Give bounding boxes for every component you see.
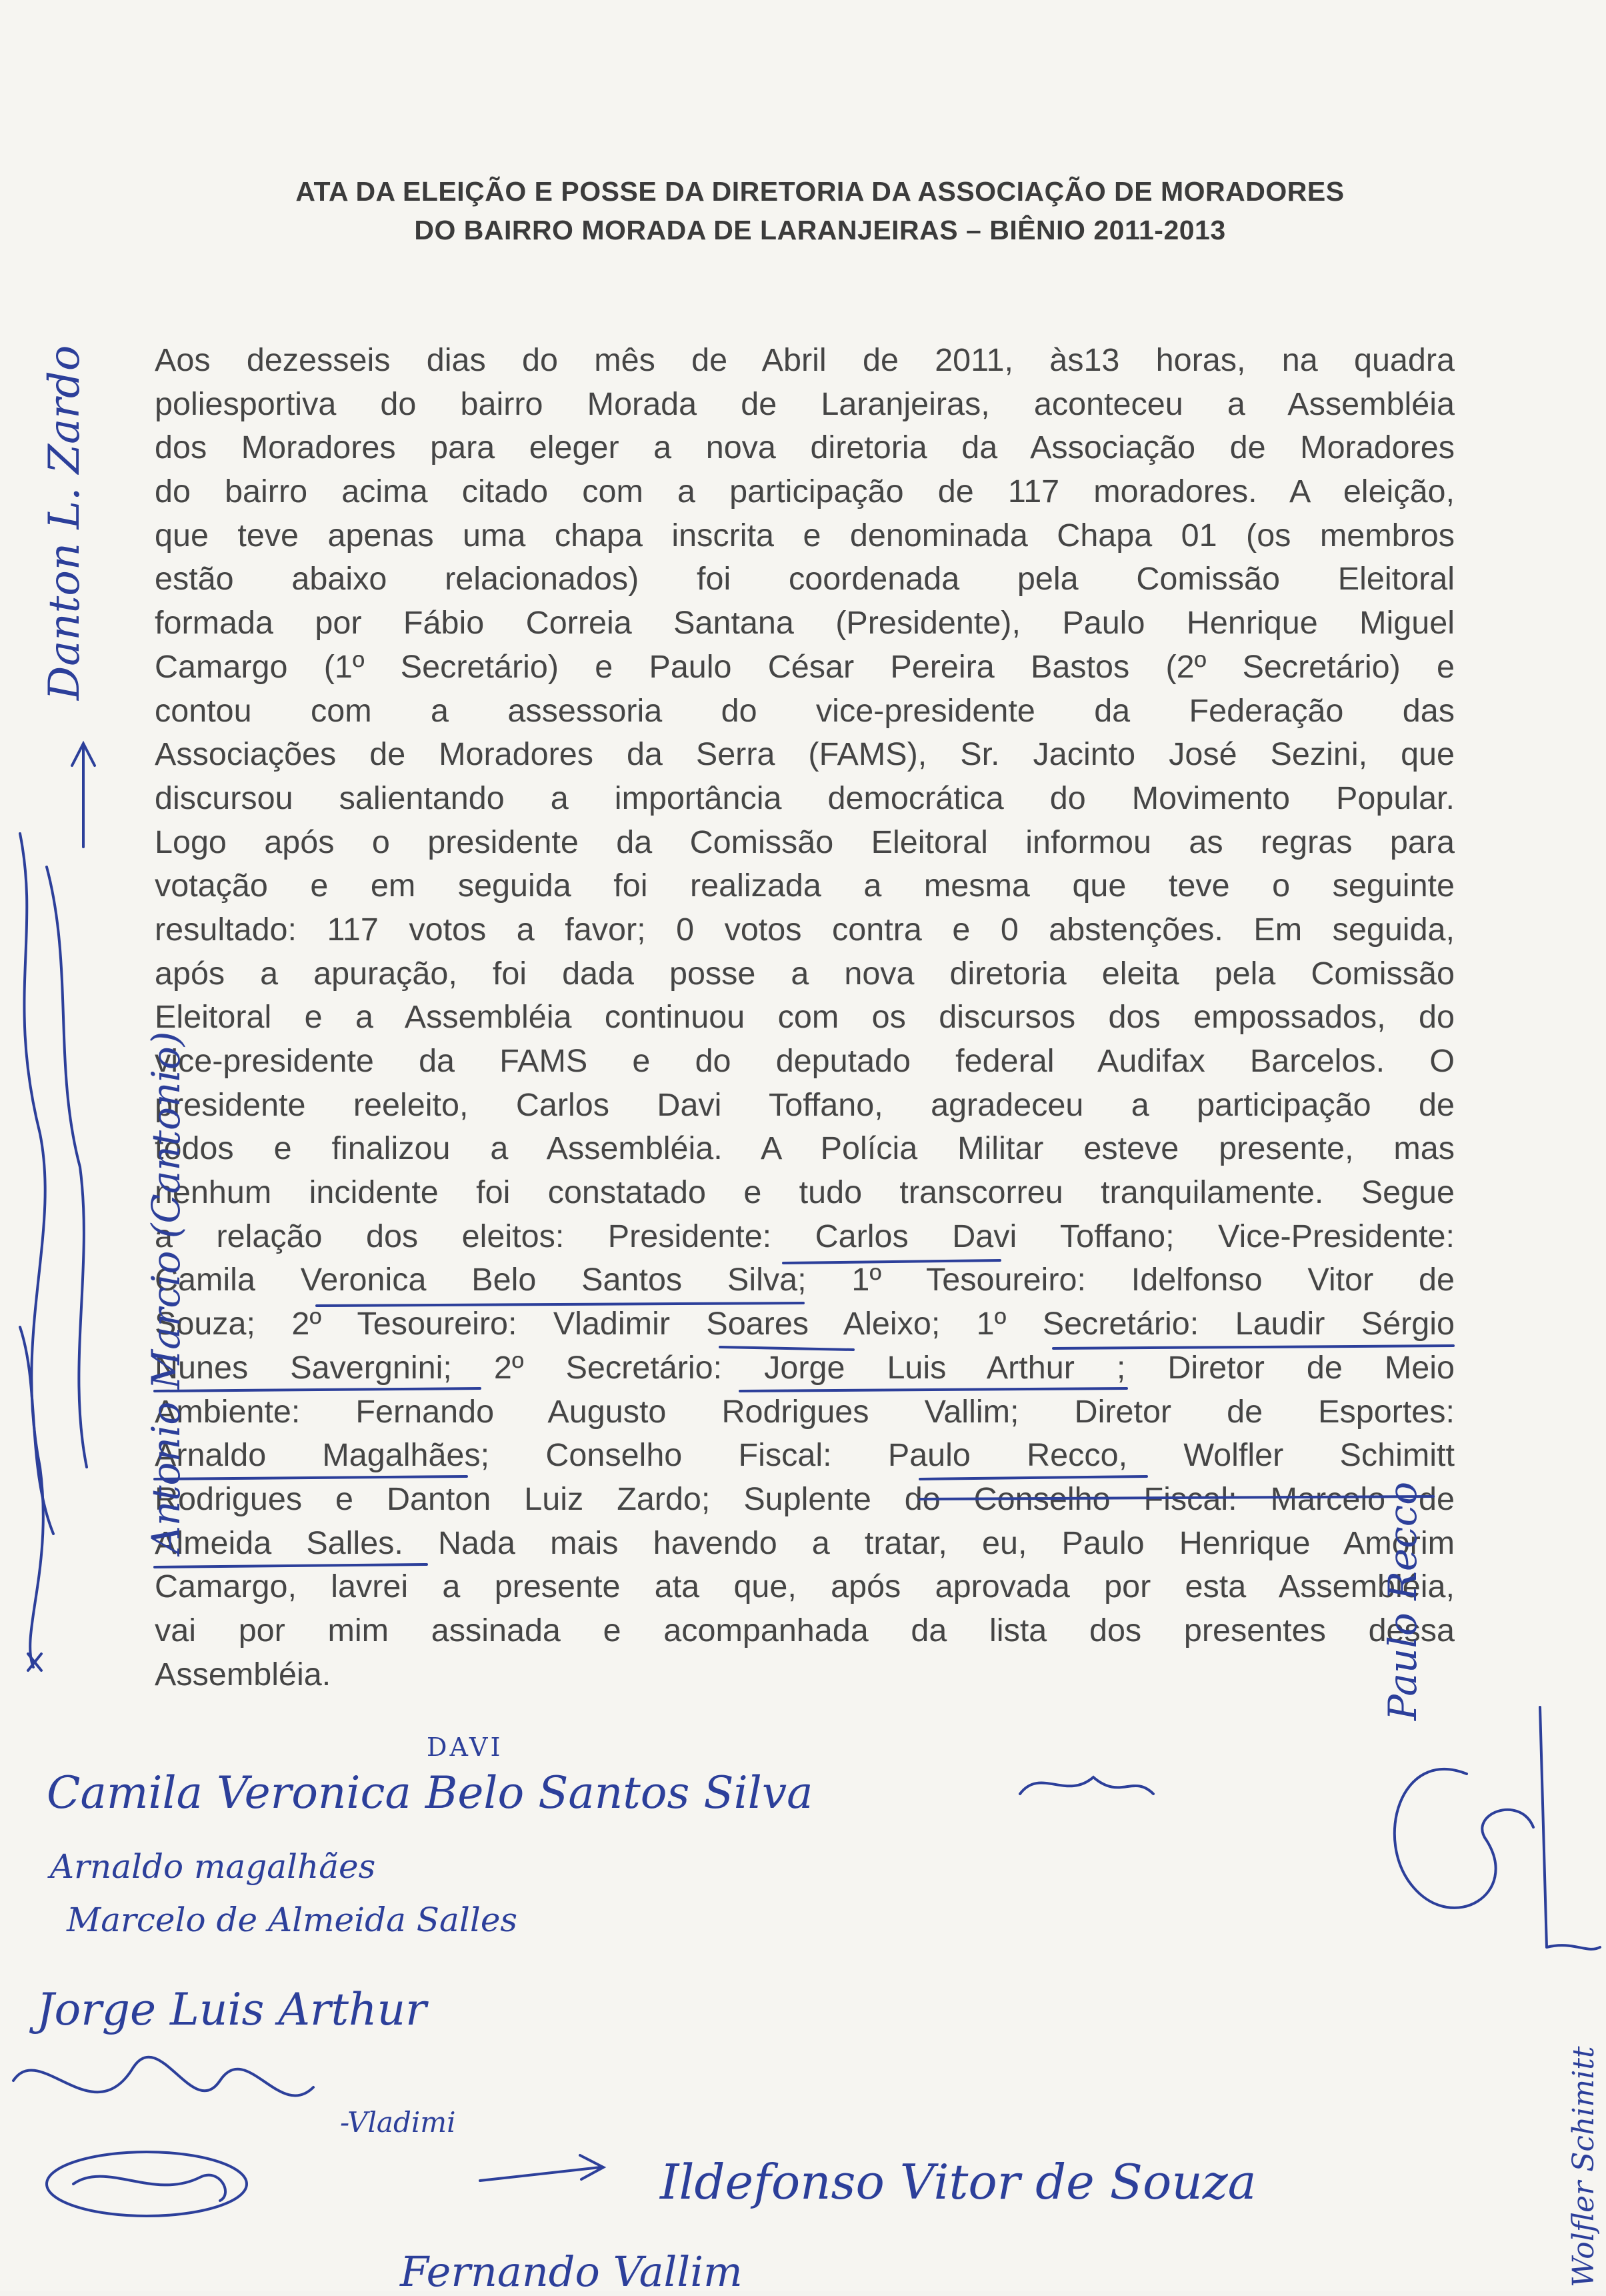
signature-danton: Danton L. Zardo [40, 345, 89, 700]
signature-idelfonso: Ildefonso Vitor de Souza [660, 2154, 1257, 2210]
body-line: discursou salientando a importância democrática do Movimento Popular. [155, 780, 1455, 816]
signature-davi: DAVI [427, 1733, 503, 1762]
title-line-2: DO BAIRRO MORADA DE LARANJEIRAS – BIÊNIO 2011-2013 [414, 215, 1226, 245]
signature-fernando: Fernando Vallim [400, 2247, 743, 2296]
underline-camila [317, 1303, 803, 1306]
underline-paulo-recco [920, 1476, 1147, 1479]
body-line: após a apuração, foi dada posse a nova diretoria eleita pela Comissão [155, 955, 1455, 992]
underline-almeida [155, 1564, 427, 1567]
body-line: Nunes Savergnini; 2º Secretário: Jorge Luis Arthur ; Diretor de Meio [155, 1349, 1455, 1386]
body-line: Camila Veronica Belo Santos Silva; 1º Tesoureiro: Idelfonso Vitor de [155, 1262, 1455, 1298]
title-line-1: ATA DA ELEIÇÃO E POSSE DA DIRETORIA DA ASSOCIAÇÃO DE MORADORES [295, 176, 1345, 207]
body-line: contou com a assessoria do vice-presidente da Federação das [155, 692, 1455, 729]
body-line: Almeida Salles. Nada mais havendo a tratar, eu, Paulo Henrique Amorim [155, 1524, 1455, 1561]
body-line: Camargo (1º Secretário) e Paulo César Pereira Bastos (2º Secretário) e [155, 648, 1455, 685]
underline-conselho [920, 1496, 1433, 1499]
body-line: Rodrigues e Danton Luiz Zardo; Suplente do Conselho Fiscal: Marcelo de [155, 1480, 1455, 1517]
signature-jorge: Jorge Luis Arthur [37, 1984, 427, 2035]
body-line: presidente reeleito, Carlos Davi Toffano, agradeceu a participação de [155, 1086, 1455, 1123]
body-line: resultado: 117 votos a favor; 0 votos contra e 0 abstenções. Em seguida, [155, 911, 1455, 948]
x-mark-icon [28, 1654, 41, 1670]
underline-vladimir [720, 1347, 853, 1350]
arrow-right-icon [480, 2155, 603, 2181]
body-line: Camargo, lavrei a presente ata que, após aprovada por esta Assembléia, [155, 1568, 1455, 1605]
body-line: Souza; 2º Tesoureiro: Vladimir Soares Aleixo; 1º Secretário: Laudir Sérgio [155, 1306, 1455, 1342]
underline-laudir [1053, 1346, 1453, 1348]
underline-carlos [783, 1260, 1000, 1263]
body-line: vice-presidente da FAMS e do deputado federal Audifax Barcelos. O [155, 1043, 1455, 1079]
body-line: Logo após o presidente da Comissão Eleitoral informou as regras para [155, 824, 1455, 860]
body-line: poliesportiva do bairro Morada de Laranjeiras, aconteceu a Assembléia [155, 385, 1455, 422]
body-line: que teve apenas uma chapa inscrita e denominada Chapa 01 (os membros [155, 517, 1455, 553]
signature-paulo-recco: Paulo Recco [1380, 1481, 1425, 1720]
body-line: dos Moradores para eleger a nova diretoria da Associação de Moradores [155, 429, 1455, 466]
body-line: Aos dezesseis dias do mês de Abril de 2011, às13 horas, na quadra [155, 342, 1455, 378]
underline-nunes [155, 1388, 480, 1391]
body-line: Arnaldo Magalhães; Conselho Fiscal: Paulo Recco, Wolfler Schimitt [155, 1437, 1455, 1474]
signature-wolfler: Wolfler Schimitt [1567, 2046, 1601, 2287]
signature-scribble-vladimir [13, 2057, 313, 2096]
body-line: do bairro acima citado com a participação de 117 moradores. A eleição, [155, 473, 1455, 510]
underline-jorge [740, 1388, 1127, 1391]
signature-antonio: Antonio Marcio (Cantonio) [143, 1031, 189, 1554]
body-line: todos e finalizou a Assembléia. A Polícia Militar esteve presente, mas [155, 1130, 1455, 1167]
body-line: nenhum incidente foi constatado e tudo transcorreu tranquilamente. Segue [155, 1174, 1455, 1211]
body-line: votação e em seguida foi realizada a mesma que teve o seguinte [155, 868, 1455, 904]
signature-camila: Camila Veronica Belo Santos Silva [47, 1767, 813, 1819]
body-line: a relação dos eleitos: Presidente: Carlos Davi Toffano; Vice-Presidente: [155, 1218, 1455, 1254]
body-line: Associações de Moradores da Serra (FAMS), Sr. Jacinto José Sezini, que [155, 736, 1455, 773]
body-line: Assembléia. [155, 1656, 331, 1692]
body-line: Ambiente: Fernando Augusto Rodrigues Vallim; Diretor de Esportes: [155, 1393, 1455, 1430]
body-line: estão abaixo relacionados) foi coordenada pela Comissão Eleitoral [155, 561, 1455, 598]
arrow-icon [72, 744, 95, 847]
body-line: formada por Fábio Correia Santana (Presidente), Paulo Henrique Miguel [155, 605, 1455, 642]
signature-arnaldo: Arnaldo magalhães [50, 1847, 376, 1886]
body-line: Eleitoral e a Assembléia continuou com os discursos dos empossados, do [155, 999, 1455, 1036]
signature-scribble-left [20, 834, 45, 1667]
signature-scribble-camila [1020, 1777, 1153, 1794]
signature-marcelo: Marcelo de Almeida Salles [67, 1901, 518, 1939]
body-line: vai por mim assinada e acompanhada da lista dos presentes dessa [155, 1612, 1455, 1648]
underline-arnaldo [155, 1476, 467, 1479]
signature-scribble-right [1395, 1769, 1533, 1908]
signature-vladimir: -Vladimi [340, 2106, 456, 2139]
